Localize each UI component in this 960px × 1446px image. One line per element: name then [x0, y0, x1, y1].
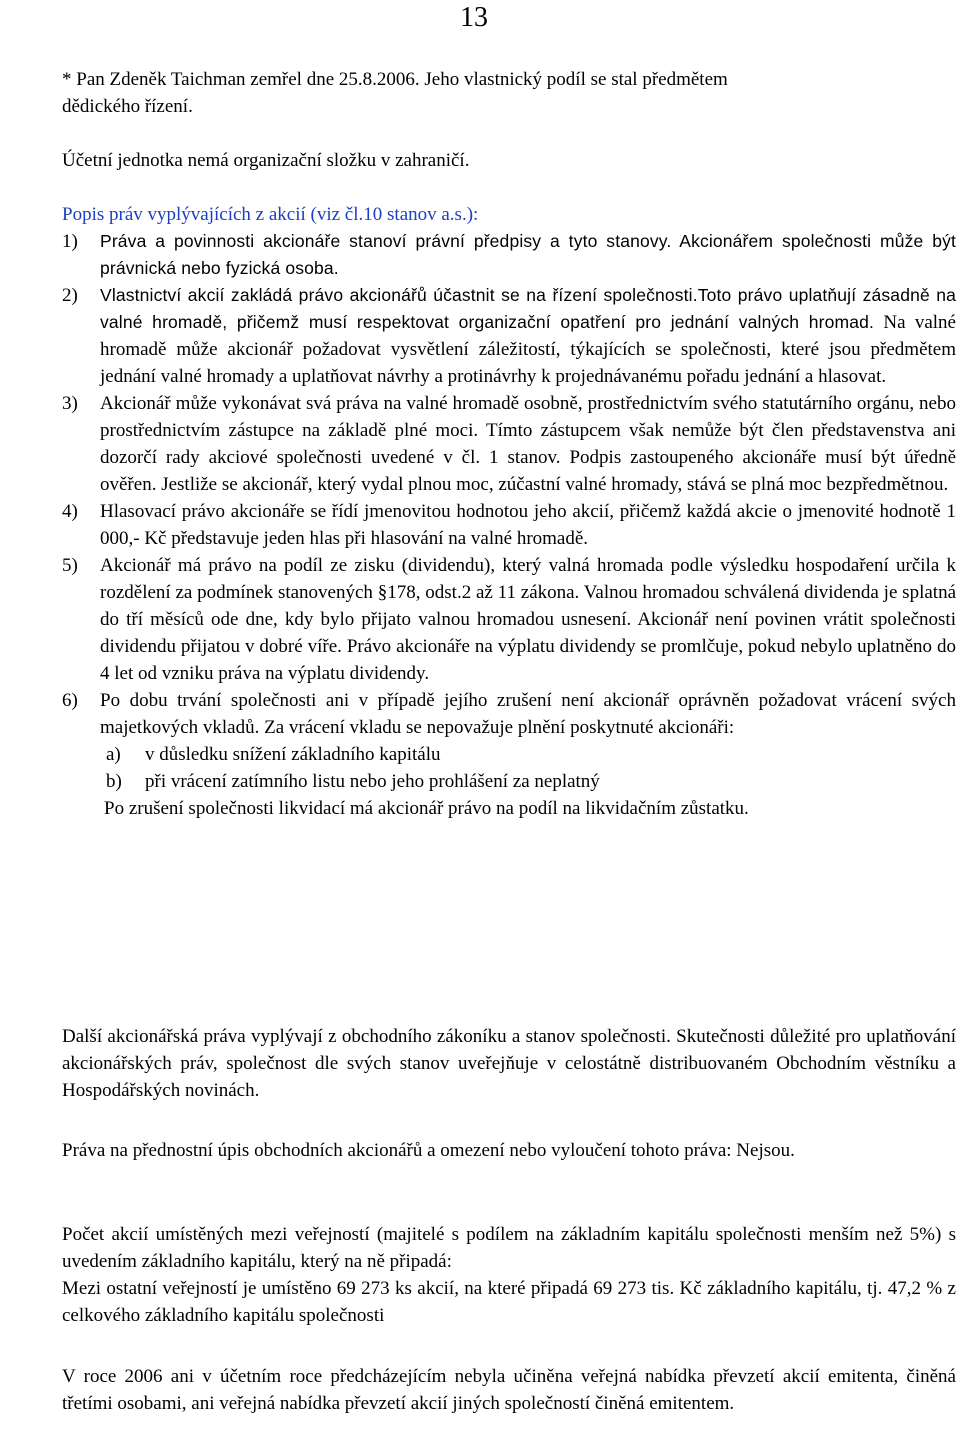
- footnote-shareholder-death: [62, 66, 956, 120]
- rights-item-6: [62, 687, 956, 822]
- rights-item-text: Akcionář může vykonávat svá práva na valné hromadě osobně, prostřednictvím svého statutárního orgánu, nebo prostřednictvím zástupce na základě plné moci. Tímto zástupcem však nemůže být člen představenstva ani dozorčí rady akciové společnosti uvedené v čl. 1 stanov. Podpis zastoupeného akcionáře musí být úředně ověřen. Jestliže se akcionář, který vydal plnou moc, zúčastní valné hromady, stává se plná moc bezpředmětnou.: [100, 393, 956, 495]
- rights-item-number: 4): [62, 501, 78, 522]
- rights-item-number: 3): [62, 393, 78, 414]
- footnote-line-2: dědického řízení.: [62, 96, 193, 117]
- liquidation-right: Po zrušení společnosti likvidací má akcionář právo na podíl na likvidačním zůstatku.: [104, 798, 749, 819]
- rights-item-text: Akcionář má právo na podíl ze zisku (dividendu), který valná hromada podle výsledku hospodaření určila k rozdělení za podmínek stanovených §178, odst.2 až 11 zákona. Valnou hromadou schválená dividenda je splatná do tří měsíců ode dne, kdy bylo přijato valnou hromadou usnesení. Akcionář není povinen vrátit společnosti dividendu přijatou v dobré víře. Právo akcionáře na výplatu dividendy se promlčuje, pokud nebylo uplatněno do 4 let od vzniku práva na výplatu dividendy.: [100, 555, 956, 684]
- rights-subitem-letter: b): [106, 771, 122, 792]
- rights-item-5: [62, 552, 956, 687]
- rights-item-number: 2): [62, 285, 78, 306]
- rights-item-1: [62, 228, 956, 282]
- rights-heading: Popis práv vyplývajících z akcií (viz čl.10 stanov a.s.):: [62, 204, 479, 225]
- rights-section: [62, 201, 956, 822]
- rights-item-number: 6): [62, 690, 78, 711]
- rights-subitem-letter: a): [106, 744, 121, 765]
- takeover-offers-paragraph: V roce 2006 ani v účetním roce předcházejícím nebyla učiněna veřejná nabídka převzetí akcií emitenta, činěná třetími osobami, ani veřejná nabídka převzetí akcií jiných společností činěná emitentem.: [62, 1366, 956, 1414]
- rights-item-2: [62, 282, 956, 390]
- other-rights-paragraph: Další akcionářská práva vyplývají z obchodního zákoníku a stanov společnosti. Skutečnosti důležité pro uplatňování akcionářských práv, společnost dle svých stanov uveřejňuje v celostátně distribuovaném Obchodním věstníku a Hospodářských novinách.: [62, 1026, 956, 1101]
- preemption-paragraph: Práva na přednostní úpis obchodních akcionářů a omezení nebo vyloučení tohoto práva: Nejsou.: [62, 1140, 795, 1161]
- rights-item-text: Práva a povinnosti akcionáře stanoví právní předpisy a tyto stanovy. Akcionářem společnosti může být právnická nebo fyzická osoba.: [100, 231, 956, 278]
- rights-subitem-text: při vrácení zatímního listu nebo jeho prohlášení za neplatný: [145, 771, 600, 792]
- public-shares-detail: Mezi ostatní veřejností je umístěno 69 273 ks akcií, na které připadá 69 273 tis. Kč základního kapitálu, tj. 47,2 % z celkového základního kapitálu společnosti: [62, 1278, 956, 1326]
- rights-list: [62, 228, 956, 822]
- page-number: 13: [460, 2, 488, 33]
- rights-item-3: [62, 390, 956, 498]
- foreign-units-statement: Účetní jednotka nemá organizační složku v zahraničí.: [62, 150, 470, 171]
- rights-item-text-sans: Vlastnictví akcií zakládá právo akcionářů účastnit se na řízení společnosti.Toto právo uplatňují zásadně na valné hromadě, přičemž musí respektovat organizační opatření pro jednání valných hromad.: [100, 285, 956, 332]
- rights-item-text: Na valné hromadě může akcionář požadovat vysvětlení záležitostí, týkajících se společnosti, které jsou předmětem jednání valné hromady a uplatňovat návrhy a protinávrhy k projednávanému pořadu jednání a hlasovat.: [100, 312, 956, 387]
- rights-item-number: 1): [62, 231, 78, 252]
- rights-item-text: Po dobu trvání společnosti ani v případě jejího zrušení není akcionář oprávněn požadovat vrácení svých majetkových vkladů. Za vrácení vkladu se nepovažuje plnění poskytnuté akcionáři:: [100, 690, 956, 738]
- public-shares-intro: Počet akcií umístěných mezi veřejností (majitelé s podílem na základním kapitálu společnosti menším než 5%) s uvedením základního kapitálu, který na ně připadá:: [62, 1224, 956, 1272]
- rights-subitem-b: [100, 768, 956, 795]
- rights-item-text: Hlasovací právo akcionáře se řídí jmenovitou hodnotou jeho akcií, přičemž každá akcie o jmenovité hodnotě 1 000,- Kč představuje jeden hlas při hlasování na valné hromadě.: [100, 501, 956, 549]
- footnote-line-1: * Pan Zdeněk Taichman zemřel dne 25.8.2006. Jeho vlastnický podíl se stal předmětem: [62, 69, 728, 90]
- public-shares-section: [62, 1221, 956, 1329]
- rights-subitem-a: [100, 741, 956, 768]
- rights-subitem-text: v důsledku snížení základního kapitálu: [145, 744, 441, 765]
- rights-sublist: [100, 741, 956, 795]
- rights-item-4: [62, 498, 956, 552]
- rights-item-number: 5): [62, 555, 78, 576]
